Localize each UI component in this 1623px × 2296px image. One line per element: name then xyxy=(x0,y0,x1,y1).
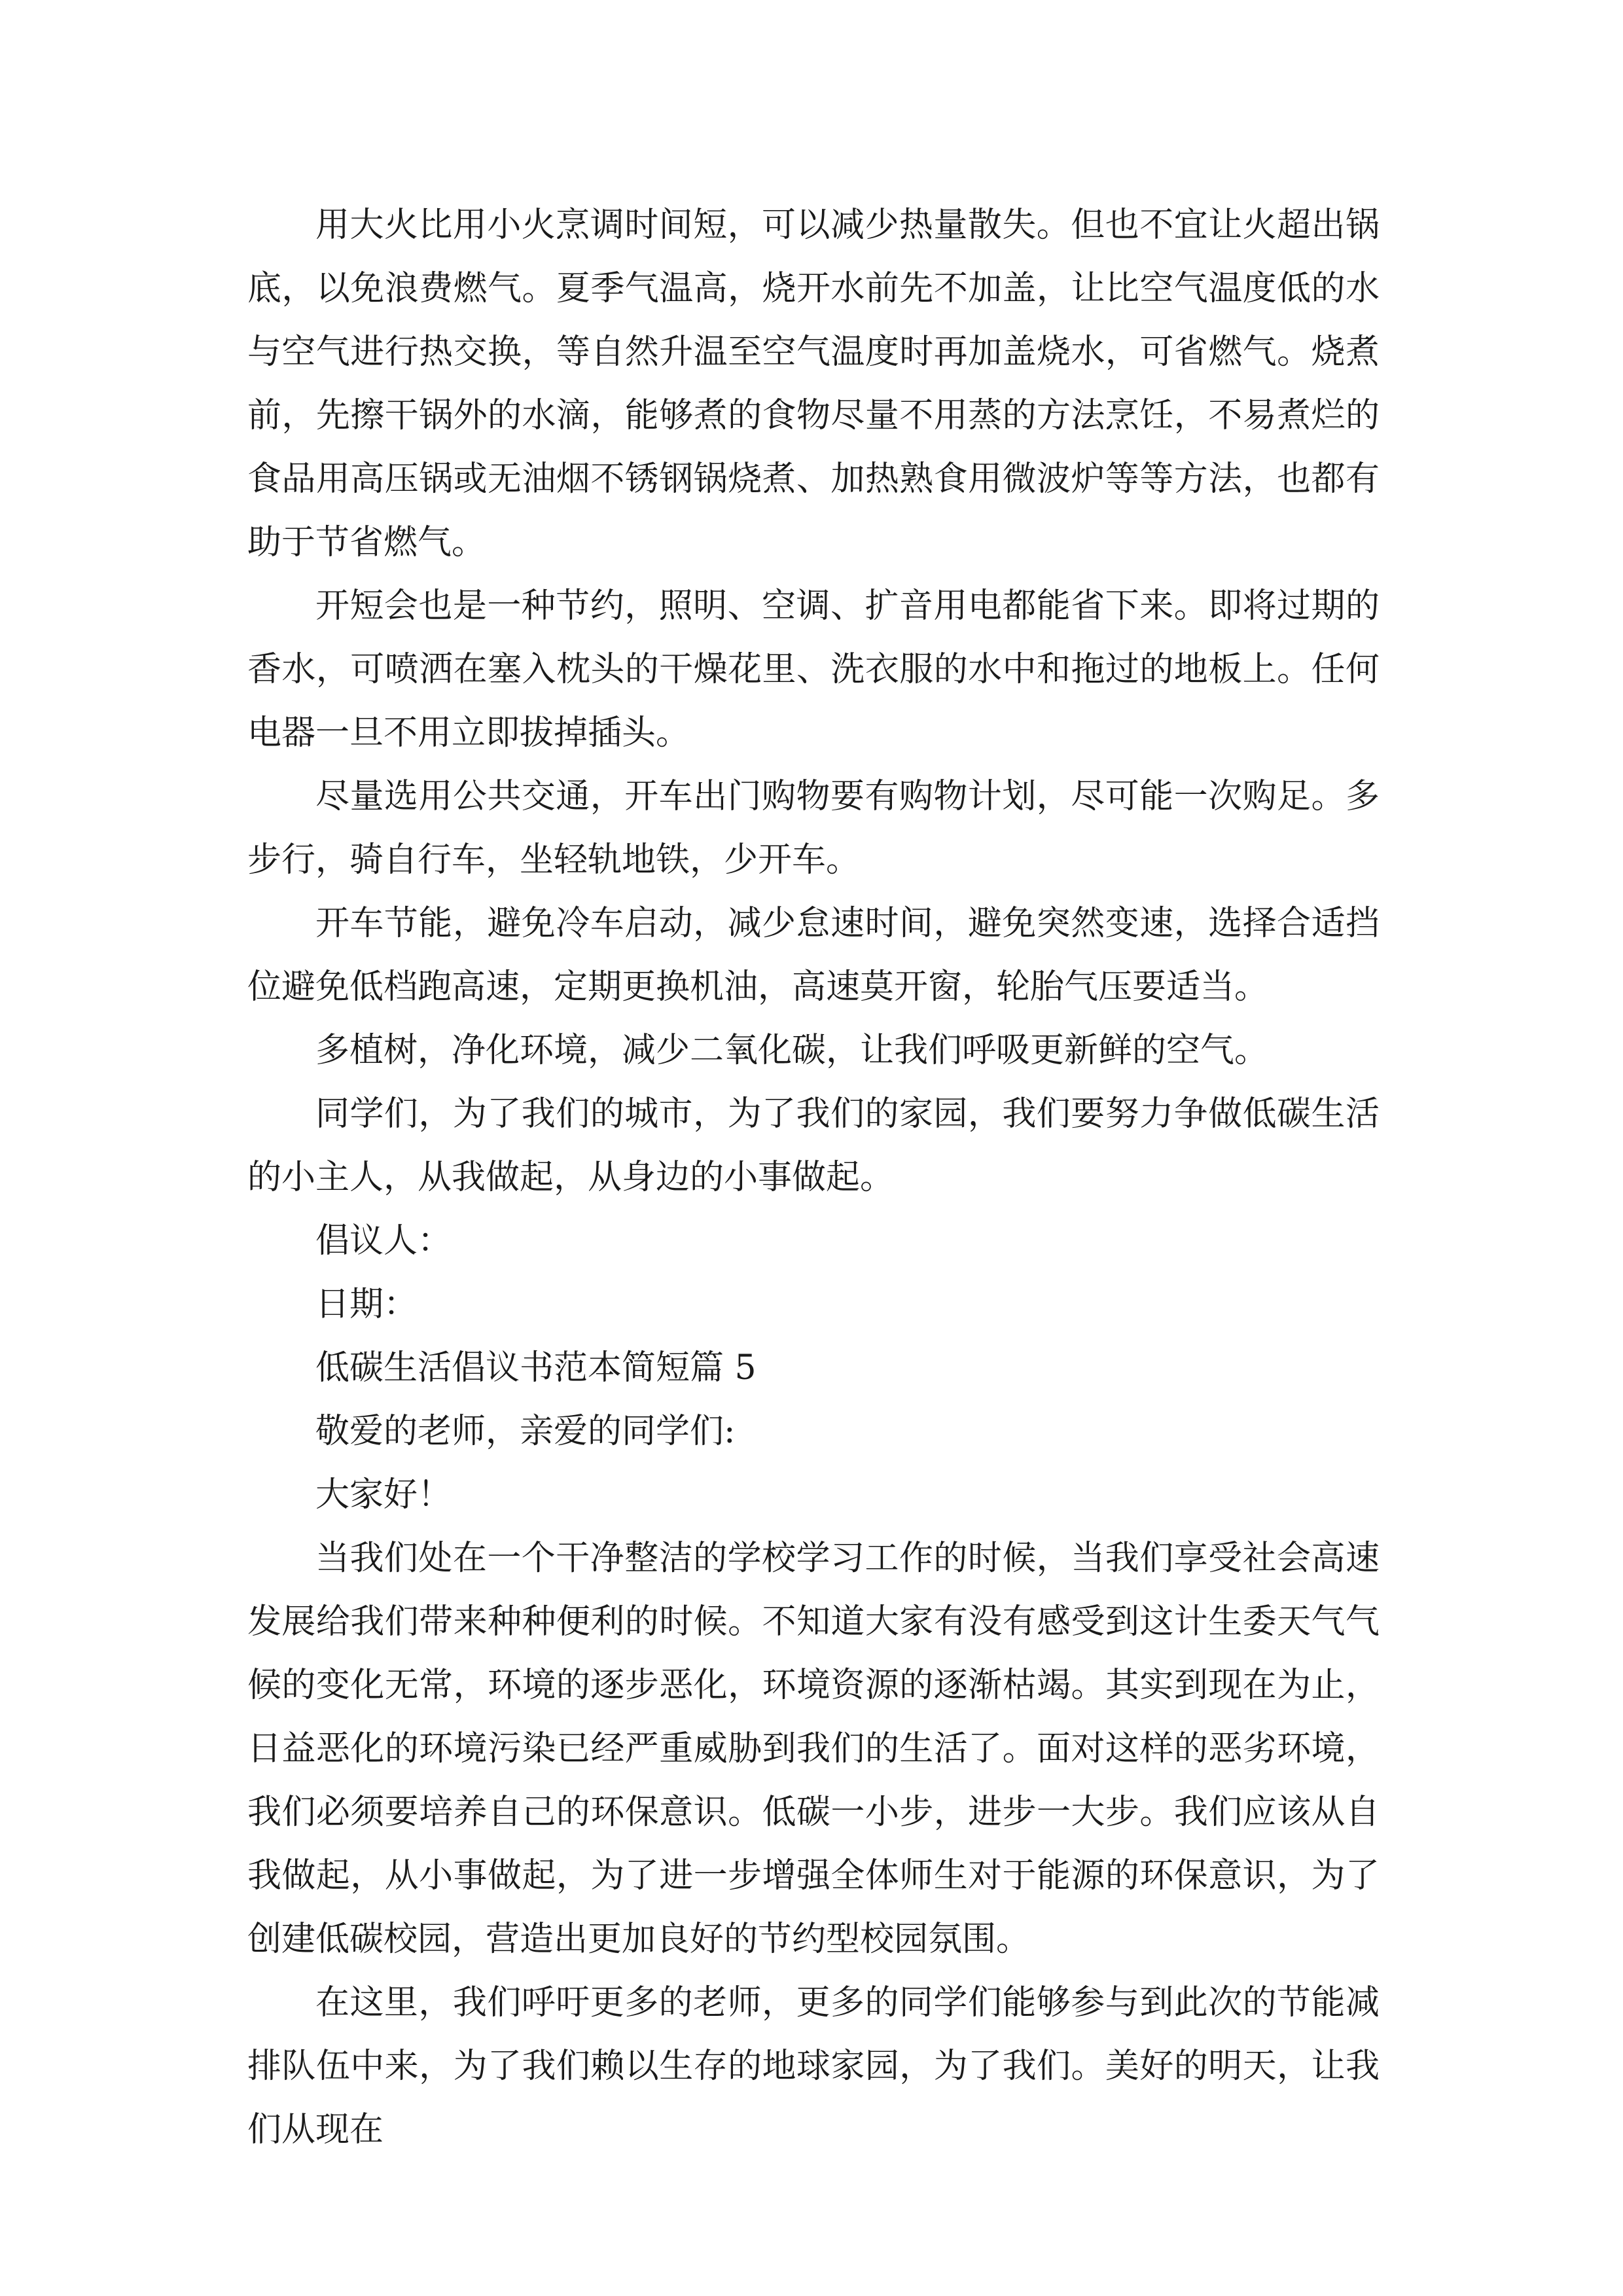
section-heading: 低碳生活倡议书范本简短篇 5 xyxy=(315,1348,757,1388)
paragraph-call-to-students: 同学们，为了我们的城市，为了我们的家园，我们要努力争做低碳生活的小主人，从我做起，从身边的小事做起。 xyxy=(247,1094,1380,1197)
paragraph-plant-trees: 多植树，净化环境，减少二氧化碳，让我们呼吸更新鲜的空气。 xyxy=(315,1031,1269,1070)
initiator-label: 倡议人： xyxy=(315,1221,452,1261)
paragraph-cooking-gas-tips: 用大火比用小火烹调时间短，可以减少热量散失。但也不宜让火超出锅底，以免浪费燃气。夏季气温高，烧开水前先不加盖，让比空气温度低的水与空气进行热交换，等自然升温至空气温度时再加盖烧水，可省燃气。烧煮前，先擦干锅外的水滴，能够煮的食物尽量不用蒸的方法烹饪，不易煮烂的食品用高压锅或无油烟不锈钢锅烧煮、加热熟食用微波炉等等方法，也都有助于节省燃气。 xyxy=(247,206,1380,562)
paragraph-appeal: 在这里，我们呼吁更多的老师，更多的同学们能够参与到此次的节能减排队伍中来，为了我们赖以生存的地球家园，为了我们。美好的明天，让我们从现在 xyxy=(247,1983,1380,2149)
paragraph-environment-awareness: 当我们处在一个干净整洁的学校学习工作的时候，当我们享受社会高速发展给我们带来种种便利的时候。不知道大家有没有感受到这计生委天气气候的变化无常，环境的逐步恶化，环境资源的逐渐枯竭。其实到现在为止，日益恶化的环境污染已经严重威胁到我们的生活了。面对这样的恶劣环境，我们必须要培养自己的环保意识。低碳一小步，进步一大步。我们应该从自我做起，从小事做起，为了进一步增强全体师生对于能源的环保意识，为了创建低碳校园，营造出更加良好的节约型校园氛围。 xyxy=(247,1539,1380,1959)
greeting: 大家好！ xyxy=(315,1475,452,1515)
document-body xyxy=(247,194,1380,2162)
paragraph-public-transport: 尽量选用公共交通，开车出门购物要有购物计划，尽可能一次购足。多步行，骑自行车，坐轻轨地铁，少开车。 xyxy=(247,777,1380,880)
paragraph-driving-efficiency: 开车节能，避免冷车启动，减少怠速时间，避免突然变速，选择合适挡位避免低档跑高速，定期更换机油，高速莫开窗，轮胎气压要适当。 xyxy=(247,904,1380,1007)
date-label: 日期： xyxy=(315,1285,418,1324)
salutation: 敬爱的老师，亲爱的同学们: xyxy=(315,1412,736,1451)
paragraph-short-meetings: 开短会也是一种节约，照明、空调、扩音用电都能省下来。即将过期的香水，可喷洒在塞入枕头的干燥花里、洗衣服的水中和拖过的地板上。任何电器一旦不用立即拔掉插头。 xyxy=(247,586,1380,753)
